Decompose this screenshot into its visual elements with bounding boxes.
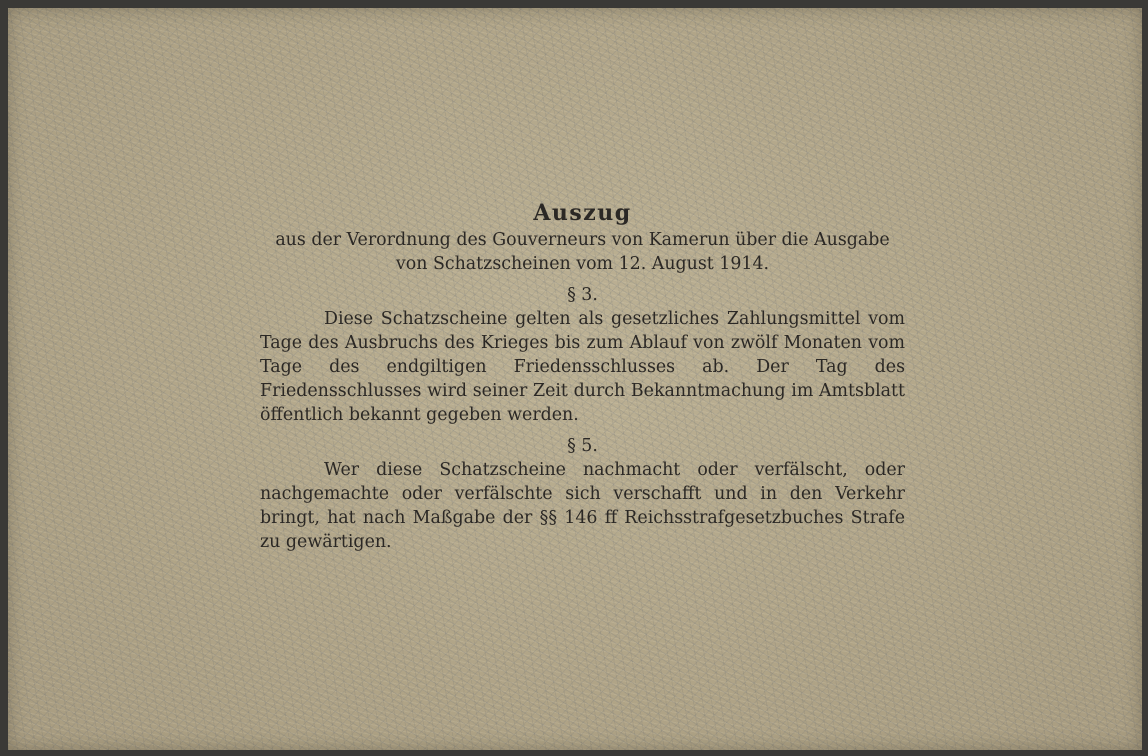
section-5-text: Wer diese Schatzscheine nachmacht oder verfälscht, oder nachgemachte oder verfälschte sich verschafft und in den Verkehr bringt, hat nach Maßgabe der §§ 146 ff Reichsstrafgesetzbuches Strafe zu gewärtigen. (260, 460, 905, 552)
banknote-reverse (8, 8, 1142, 750)
document-subtitle: aus der Verordnung des Gouverneurs von Kamerun über die Ausgabe von Schatzscheinen vom 12. August 1914. (275, 230, 890, 274)
document-title: Auszug (533, 200, 632, 226)
decree-excerpt (260, 198, 905, 554)
section-5-heading: § 5. (567, 436, 598, 456)
section-3-text: Diese Schatzscheine gelten als gesetzliches Zahlungsmittel vom Tage des Ausbruchs des Krieges bis zum Ablauf von zwölf Monaten vom Tage des endgiltigen Friedensschlusses ab. Der Tag des Friedensschlusses wird seiner Zeit durch Bekanntmachung im Amtsblatt öffentlich bekannt gegeben werden. (260, 309, 905, 425)
section-3-heading: § 3. (567, 285, 598, 305)
